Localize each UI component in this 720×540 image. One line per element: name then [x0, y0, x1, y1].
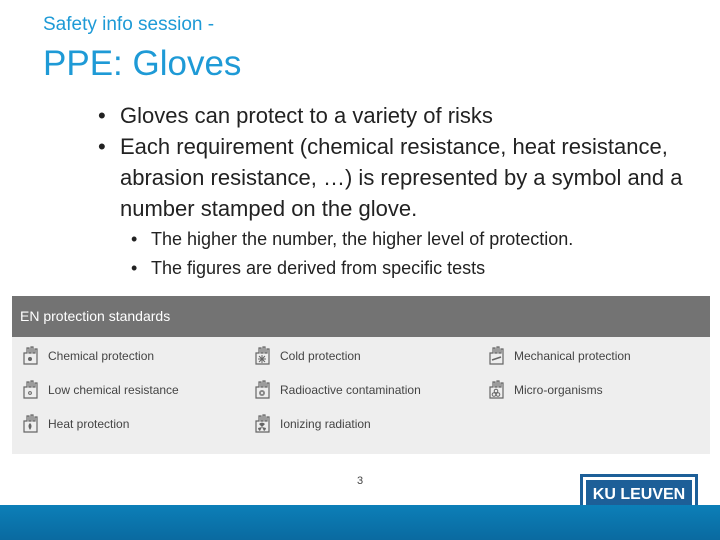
en-standards-panel [12, 296, 710, 454]
en-item-label: Ionizing radiation [280, 417, 371, 431]
chemical-glove-icon [20, 345, 40, 367]
biohazard-glove-icon [486, 379, 506, 401]
page-number: 3 [356, 475, 364, 487]
en-item-label: Low chemical resistance [48, 383, 179, 397]
sub-bullet-item: • The figures are derived from specific tests [131, 254, 573, 283]
slide-subtitle: Safety info session - [43, 14, 215, 35]
radiation-glove-icon [252, 413, 272, 435]
en-item-label: Mechanical protection [514, 349, 631, 363]
sub-bullet-item: • The higher the number, the higher level of protection. [131, 225, 573, 254]
en-item-chemical [20, 341, 154, 371]
logo-text: KU LEUVEN [586, 480, 692, 510]
mechanical-glove-icon [486, 345, 506, 367]
heat-glove-icon [20, 413, 40, 435]
cold-glove-icon [252, 345, 272, 367]
bullet-item: • Each requirement (chemical resistance, heat resistance, abrasion resistance, …) is represented by a symbol and a number stamped on the glove. [98, 131, 698, 224]
en-item-heat [20, 409, 129, 439]
en-item-micro [486, 375, 603, 405]
en-item-label: Chemical protection [48, 349, 155, 363]
en-item-label: Heat protection [48, 417, 130, 431]
en-item-cold [252, 341, 361, 371]
footer-bar [0, 505, 720, 540]
bullet-list [98, 100, 698, 224]
en-item-label: Cold protection [280, 349, 361, 363]
bullet-item: • Gloves can protect to a variety of risks [98, 100, 698, 131]
en-item-mechanical [486, 341, 631, 371]
en-panel-header: EN protection standards [12, 296, 710, 337]
radioactive-glove-icon [252, 379, 272, 401]
en-item-radioactive [252, 375, 421, 405]
en-item-low-chemical [20, 375, 179, 405]
en-item-label: Micro-organisms [514, 383, 603, 397]
slide-title: PPE: Gloves [43, 44, 242, 83]
en-item-label: Radioactive contamination [280, 383, 421, 397]
en-item-ionizing [252, 409, 371, 439]
sub-bullet-list [131, 225, 573, 283]
low-chemical-glove-icon [20, 379, 40, 401]
